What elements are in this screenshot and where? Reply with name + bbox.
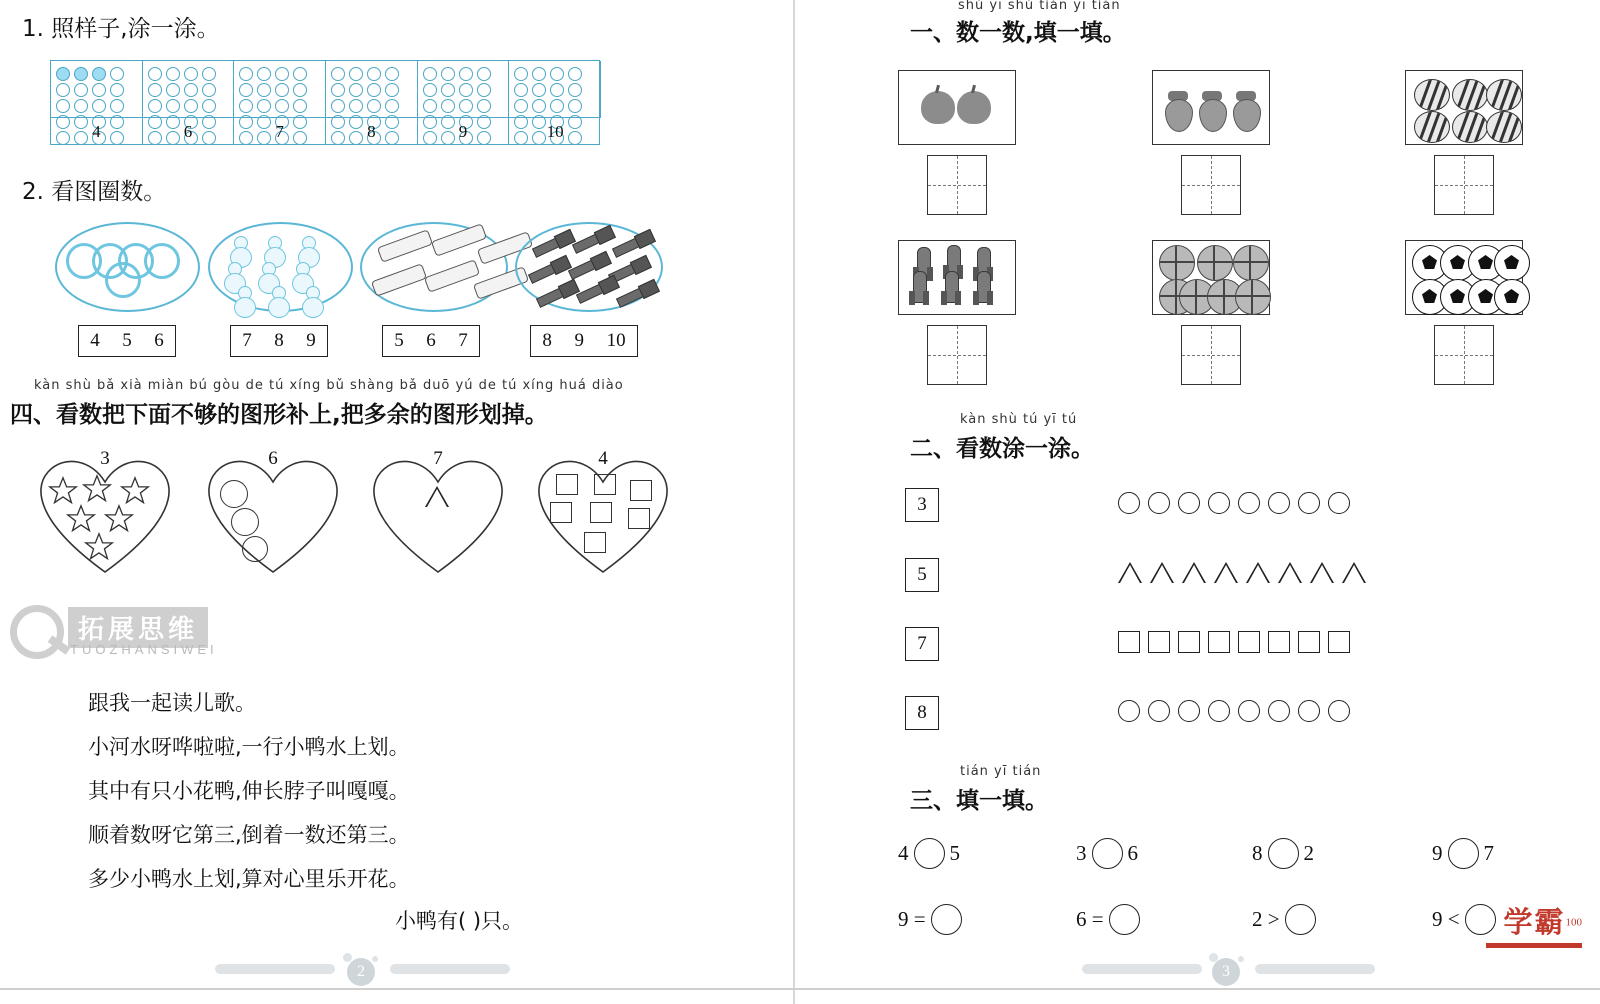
star-icon [120, 476, 150, 505]
dot-icon[interactable] [239, 83, 253, 97]
compare-right: 2 [1303, 841, 1314, 865]
exercise-1-title: 1. 照样子,涂一涂。 [22, 16, 220, 42]
circle-icon[interactable] [1148, 492, 1170, 514]
coloring-cell[interactable] [51, 61, 143, 117]
dot-icon[interactable] [423, 83, 437, 97]
apple-icon [957, 91, 991, 124]
answer-box[interactable] [1181, 325, 1241, 385]
equation-left: 9 < [1432, 907, 1460, 931]
equation-item[interactable] [898, 904, 962, 935]
square-icon[interactable] [1178, 631, 1200, 653]
circle-icon [242, 536, 268, 562]
option[interactable]: 8 [274, 330, 284, 351]
equation-left: 9 = [898, 907, 926, 931]
option[interactable]: 10 [606, 330, 626, 351]
shape-row-circles[interactable] [1118, 492, 1350, 514]
square-icon [630, 480, 652, 501]
answer-box[interactable] [1434, 155, 1494, 215]
compare-left: 3 [1076, 841, 1087, 865]
circle-icon[interactable] [1208, 492, 1230, 514]
coloring-cell[interactable] [234, 61, 326, 117]
option[interactable]: 8 [542, 330, 552, 351]
heart-shape-3 [363, 450, 513, 575]
equation-left: 6 = [1076, 907, 1104, 931]
option[interactable]: 5 [394, 330, 404, 351]
square-icon[interactable] [1268, 631, 1290, 653]
watermelon-icon [1414, 79, 1450, 111]
circle-icon[interactable] [1298, 700, 1320, 722]
dot-icon[interactable] [477, 99, 491, 113]
dot-icon[interactable] [423, 67, 437, 81]
dot-icon[interactable] [459, 83, 473, 97]
compare-right: 7 [1483, 841, 1494, 865]
dot-icon[interactable] [550, 67, 564, 81]
star-icon [82, 474, 112, 503]
picture-box-strawberries [1152, 70, 1270, 145]
coloring-number: 4 [51, 117, 143, 145]
triangle-icon [425, 486, 449, 508]
dot-icon[interactable] [257, 99, 271, 113]
compare-right: 6 [1127, 841, 1138, 865]
dot-icon[interactable] [166, 99, 180, 113]
compare-left: 4 [898, 841, 909, 865]
compare-item[interactable] [1252, 838, 1314, 869]
dot-icon[interactable] [331, 83, 345, 97]
square-icon[interactable] [1118, 631, 1140, 653]
dot-icon[interactable] [367, 83, 381, 97]
dot-icon[interactable] [148, 67, 162, 81]
square-icon[interactable] [1208, 631, 1230, 653]
compare-circle[interactable] [1268, 838, 1299, 869]
option[interactable]: 5 [122, 330, 132, 351]
number-box: 3 [905, 488, 939, 522]
square-icon [584, 532, 606, 553]
dot-icon[interactable] [385, 99, 399, 113]
star-icon [48, 476, 78, 505]
right-page [800, 0, 1600, 1004]
option-box-gourds[interactable] [230, 325, 328, 357]
answer-box[interactable] [1181, 155, 1241, 215]
dot-icon[interactable] [56, 99, 70, 113]
dot-icon[interactable] [477, 67, 491, 81]
dot-icon[interactable] [568, 67, 582, 81]
dot-icon[interactable] [166, 83, 180, 97]
equation-circle[interactable] [931, 904, 962, 935]
rocket-icon [941, 271, 961, 311]
gourd-icon [300, 286, 326, 318]
circle-icon [220, 480, 248, 508]
heart-shape-4 [528, 450, 678, 575]
rocket-icon [909, 271, 929, 311]
option[interactable]: 6 [426, 330, 436, 351]
square-icon[interactable] [1328, 631, 1350, 653]
dot-icon[interactable] [331, 99, 345, 113]
dot-icon[interactable] [184, 99, 198, 113]
answer-box[interactable] [927, 155, 987, 215]
exercise-3-pinyin: tián yī tián [960, 764, 1042, 779]
basketball-icon [1159, 245, 1195, 281]
dot-icon[interactable] [293, 83, 307, 97]
dot-icon[interactable] [349, 67, 363, 81]
dot-icon[interactable] [459, 99, 473, 113]
watermelon-icon [1486, 111, 1522, 143]
watermelon-icon [1452, 111, 1488, 143]
ring-icon [105, 262, 141, 298]
dot-icon[interactable] [257, 67, 271, 81]
strawberry-icon [1197, 91, 1227, 131]
watermelon-icon [1452, 79, 1488, 111]
coloring-cell[interactable] [509, 61, 601, 117]
option[interactable]: 6 [154, 330, 164, 351]
dot-icon[interactable] [550, 83, 564, 97]
compare-item[interactable] [1432, 838, 1494, 869]
square-icon [550, 502, 572, 523]
circle-icon[interactable] [1208, 700, 1230, 722]
footer-bar [215, 964, 335, 974]
heart-number: 7 [433, 448, 443, 469]
exercise-3-title: 三、填一填。 [910, 788, 1048, 814]
dot-icon[interactable] [92, 99, 106, 113]
circle-icon[interactable] [1238, 700, 1260, 722]
triangle-icon[interactable] [1246, 562, 1270, 584]
heart-number: 3 [100, 448, 110, 469]
circle-icon[interactable] [1268, 700, 1290, 722]
dot-icon[interactable] [550, 99, 564, 113]
circle-icon[interactable] [1178, 492, 1200, 514]
dot-icon[interactable] [385, 67, 399, 81]
extension-logo [10, 605, 225, 660]
left-page-footer [0, 950, 795, 990]
exercise-2-title: 二、看数涂一涂。 [910, 436, 1094, 462]
watermelon-icon [1486, 79, 1522, 111]
dot-icon[interactable] [275, 83, 289, 97]
dot-icon[interactable] [257, 83, 271, 97]
dot-icon[interactable] [514, 83, 528, 97]
dot-icon[interactable] [239, 67, 253, 81]
dot-icon[interactable] [148, 99, 162, 113]
dot-icon[interactable] [166, 67, 180, 81]
star-icon [66, 504, 96, 533]
extension-logo-pinyin: TUOZHANSIWEI [70, 642, 218, 657]
dot-icon[interactable] [459, 67, 473, 81]
option-box-rings[interactable] [78, 325, 176, 357]
picture-box-soccerballs [1405, 240, 1523, 315]
coloring-table [50, 60, 600, 145]
dot-icon[interactable] [92, 67, 106, 81]
dot-icon[interactable] [74, 99, 88, 113]
basketball-icon [1197, 245, 1233, 281]
circle-icon[interactable] [1328, 700, 1350, 722]
brand-underline [1486, 943, 1582, 948]
compare-left: 9 [1432, 841, 1443, 865]
triangle-icon[interactable] [1150, 562, 1174, 584]
picture-box-watermelons [1405, 70, 1523, 145]
brand-logo [1486, 900, 1582, 948]
brand-sup: 100 [1565, 916, 1582, 929]
strawberry-icon [1231, 91, 1261, 131]
poem-line: 多少小鸭水上划,算对心里乐开花。 [88, 867, 410, 891]
dot-icon[interactable] [423, 99, 437, 113]
exercise-2-pinyin: kàn shù tú yī tú [960, 412, 1078, 427]
square-icon [628, 508, 650, 529]
rocket-icon [973, 271, 993, 311]
heart-number: 4 [598, 448, 608, 469]
equation-circle[interactable] [1285, 904, 1316, 935]
footer-bar [1082, 964, 1202, 974]
square-icon[interactable] [1238, 631, 1260, 653]
option-box-clips[interactable] [382, 325, 480, 357]
shape-row-triangles[interactable] [1118, 562, 1366, 584]
equation-item[interactable] [1076, 904, 1140, 935]
dot-icon[interactable] [110, 99, 124, 113]
dot-icon[interactable] [202, 83, 216, 97]
dot-icon[interactable] [385, 83, 399, 97]
page-number: 3 [1212, 958, 1240, 986]
footer-dot [372, 956, 378, 962]
soccer-icon [1494, 245, 1530, 281]
equation-item[interactable] [1252, 904, 1316, 935]
picture-box-basketballs [1152, 240, 1270, 315]
circle-icon [231, 508, 259, 536]
ring-icon [144, 243, 180, 279]
triangle-icon[interactable] [1278, 562, 1302, 584]
footer-bar [1255, 964, 1375, 974]
dot-icon[interactable] [441, 67, 455, 81]
heart-shape-1 [30, 450, 180, 575]
dot-icon[interactable] [110, 67, 124, 81]
coloring-number: 6 [143, 117, 235, 145]
circle-icon[interactable] [1268, 492, 1290, 514]
heart-number: 6 [268, 448, 278, 469]
equation-left: 2 > [1252, 907, 1280, 931]
dot-icon[interactable] [532, 83, 546, 97]
dot-icon[interactable] [514, 67, 528, 81]
dot-icon[interactable] [275, 67, 289, 81]
dot-icon[interactable] [56, 83, 70, 97]
watermelon-icon [1414, 111, 1450, 143]
picture-box-apples [898, 70, 1016, 145]
triangle-icon[interactable] [1214, 562, 1238, 584]
number-box: 5 [905, 558, 939, 592]
page-number: 2 [347, 958, 375, 986]
dot-icon[interactable] [184, 83, 198, 97]
triangle-icon[interactable] [1342, 562, 1366, 584]
dot-icon[interactable] [92, 83, 106, 97]
coloring-cell[interactable] [143, 61, 235, 117]
dot-icon[interactable] [349, 83, 363, 97]
square-icon [594, 474, 616, 495]
extension-logo-cn: 拓展思维 [68, 607, 208, 648]
shape-row-circles[interactable] [1118, 700, 1350, 722]
coloring-number: 9 [418, 117, 510, 145]
dot-icon[interactable] [568, 83, 582, 97]
compare-circle[interactable] [1092, 838, 1123, 869]
gourd-icon [266, 286, 292, 318]
circle-icon[interactable] [1118, 492, 1140, 514]
dot-icon[interactable] [239, 99, 253, 113]
compare-left: 8 [1252, 841, 1263, 865]
dot-icon[interactable] [148, 83, 162, 97]
triangle-icon[interactable] [1182, 562, 1206, 584]
triangle-icon[interactable] [1310, 562, 1334, 584]
gourd-icon [232, 286, 258, 318]
option[interactable]: 7 [458, 330, 468, 351]
square-icon[interactable] [1148, 631, 1170, 653]
dot-icon[interactable] [477, 83, 491, 97]
soccer-icon [1494, 279, 1530, 315]
circle-icon[interactable] [1298, 492, 1320, 514]
dot-icon[interactable] [293, 67, 307, 81]
q-icon [10, 605, 64, 659]
dot-icon[interactable] [202, 99, 216, 113]
option-box-brushes[interactable] [530, 325, 638, 357]
compare-item[interactable] [1076, 838, 1138, 869]
dot-icon[interactable] [331, 67, 345, 81]
exercise-1-pinyin: shǔ yī shǔ tián yī tián [958, 0, 1121, 13]
picture-box-rockets [898, 240, 1016, 315]
poem-line: 顺着数呀它第三,倒着一数还第三。 [88, 823, 410, 847]
dot-icon[interactable] [367, 99, 381, 113]
strawberry-icon [1163, 91, 1193, 131]
circle-icon[interactable] [1148, 700, 1170, 722]
dot-icon[interactable] [56, 67, 70, 81]
coloring-number: 7 [234, 117, 326, 145]
square-icon[interactable] [1298, 631, 1320, 653]
dot-icon[interactable] [514, 99, 528, 113]
dot-icon[interactable] [74, 83, 88, 97]
poem-answer-line: 小鸭有( )只。 [395, 909, 524, 933]
circle-icon[interactable] [1178, 700, 1200, 722]
dot-icon[interactable] [441, 83, 455, 97]
option[interactable]: 4 [90, 330, 100, 351]
exercise-2-title: 2. 看图圈数。 [22, 179, 167, 205]
number-box: 8 [905, 696, 939, 730]
dot-icon[interactable] [275, 99, 289, 113]
poem-line: 其中有只小花鸭,伸长脖子叫嘎嘎。 [88, 779, 410, 803]
option[interactable]: 9 [306, 330, 316, 351]
right-page-footer [800, 950, 1600, 990]
square-icon [556, 474, 578, 495]
option[interactable]: 7 [242, 330, 252, 351]
compare-item[interactable] [898, 838, 960, 869]
coloring-number: 8 [326, 117, 418, 145]
number-box: 7 [905, 627, 939, 661]
exercise-1-title: 一、数一数,填一填。 [910, 20, 1126, 46]
answer-box[interactable] [1434, 325, 1494, 385]
dot-icon[interactable] [184, 67, 198, 81]
coloring-cell[interactable] [326, 61, 418, 117]
exercise-4-title: 四、看数把下面不够的图形补上,把多余的图形划掉。 [10, 402, 548, 428]
circle-icon[interactable] [1328, 492, 1350, 514]
dot-icon[interactable] [202, 67, 216, 81]
brand-name: 学霸 [1503, 905, 1566, 939]
dot-icon[interactable] [293, 99, 307, 113]
circle-icon[interactable] [1238, 492, 1260, 514]
square-icon [590, 502, 612, 523]
dot-icon[interactable] [367, 67, 381, 81]
triangle-icon[interactable] [1118, 562, 1142, 584]
dot-icon[interactable] [441, 99, 455, 113]
shape-row-squares[interactable] [1118, 631, 1350, 653]
dot-icon[interactable] [110, 83, 124, 97]
footer-dot [1238, 956, 1244, 962]
left-page [0, 0, 795, 1004]
coloring-cell[interactable] [418, 61, 510, 117]
heart-shape-2 [198, 450, 348, 575]
poem-line: 小河水呀哗啦啦,一行小鸭水上划。 [88, 735, 410, 759]
compare-right: 5 [949, 841, 960, 865]
dot-icon[interactable] [568, 99, 582, 113]
basketball-icon [1235, 279, 1271, 315]
basketball-icon [1233, 245, 1269, 281]
compare-circle[interactable] [1448, 838, 1479, 869]
dot-icon[interactable] [74, 67, 88, 81]
exercise-4-pinyin: kàn shù bǎ xià miàn bú gòu de tú xíng bǔ shàng bǎ duō yú de tú xíng huá diào [34, 378, 624, 393]
dot-icon[interactable] [532, 99, 546, 113]
answer-box[interactable] [927, 325, 987, 385]
star-icon [104, 504, 134, 533]
coloring-number: 10 [509, 117, 601, 145]
star-icon [84, 532, 114, 561]
apple-icon [921, 91, 955, 124]
circle-icon[interactable] [1118, 700, 1140, 722]
poem-line: 跟我一起读儿歌。 [88, 691, 256, 715]
equation-circle[interactable] [1109, 904, 1140, 935]
dot-icon[interactable] [349, 99, 363, 113]
option[interactable]: 9 [574, 330, 584, 351]
footer-bar [390, 964, 510, 974]
compare-circle[interactable] [914, 838, 945, 869]
dot-icon[interactable] [532, 67, 546, 81]
